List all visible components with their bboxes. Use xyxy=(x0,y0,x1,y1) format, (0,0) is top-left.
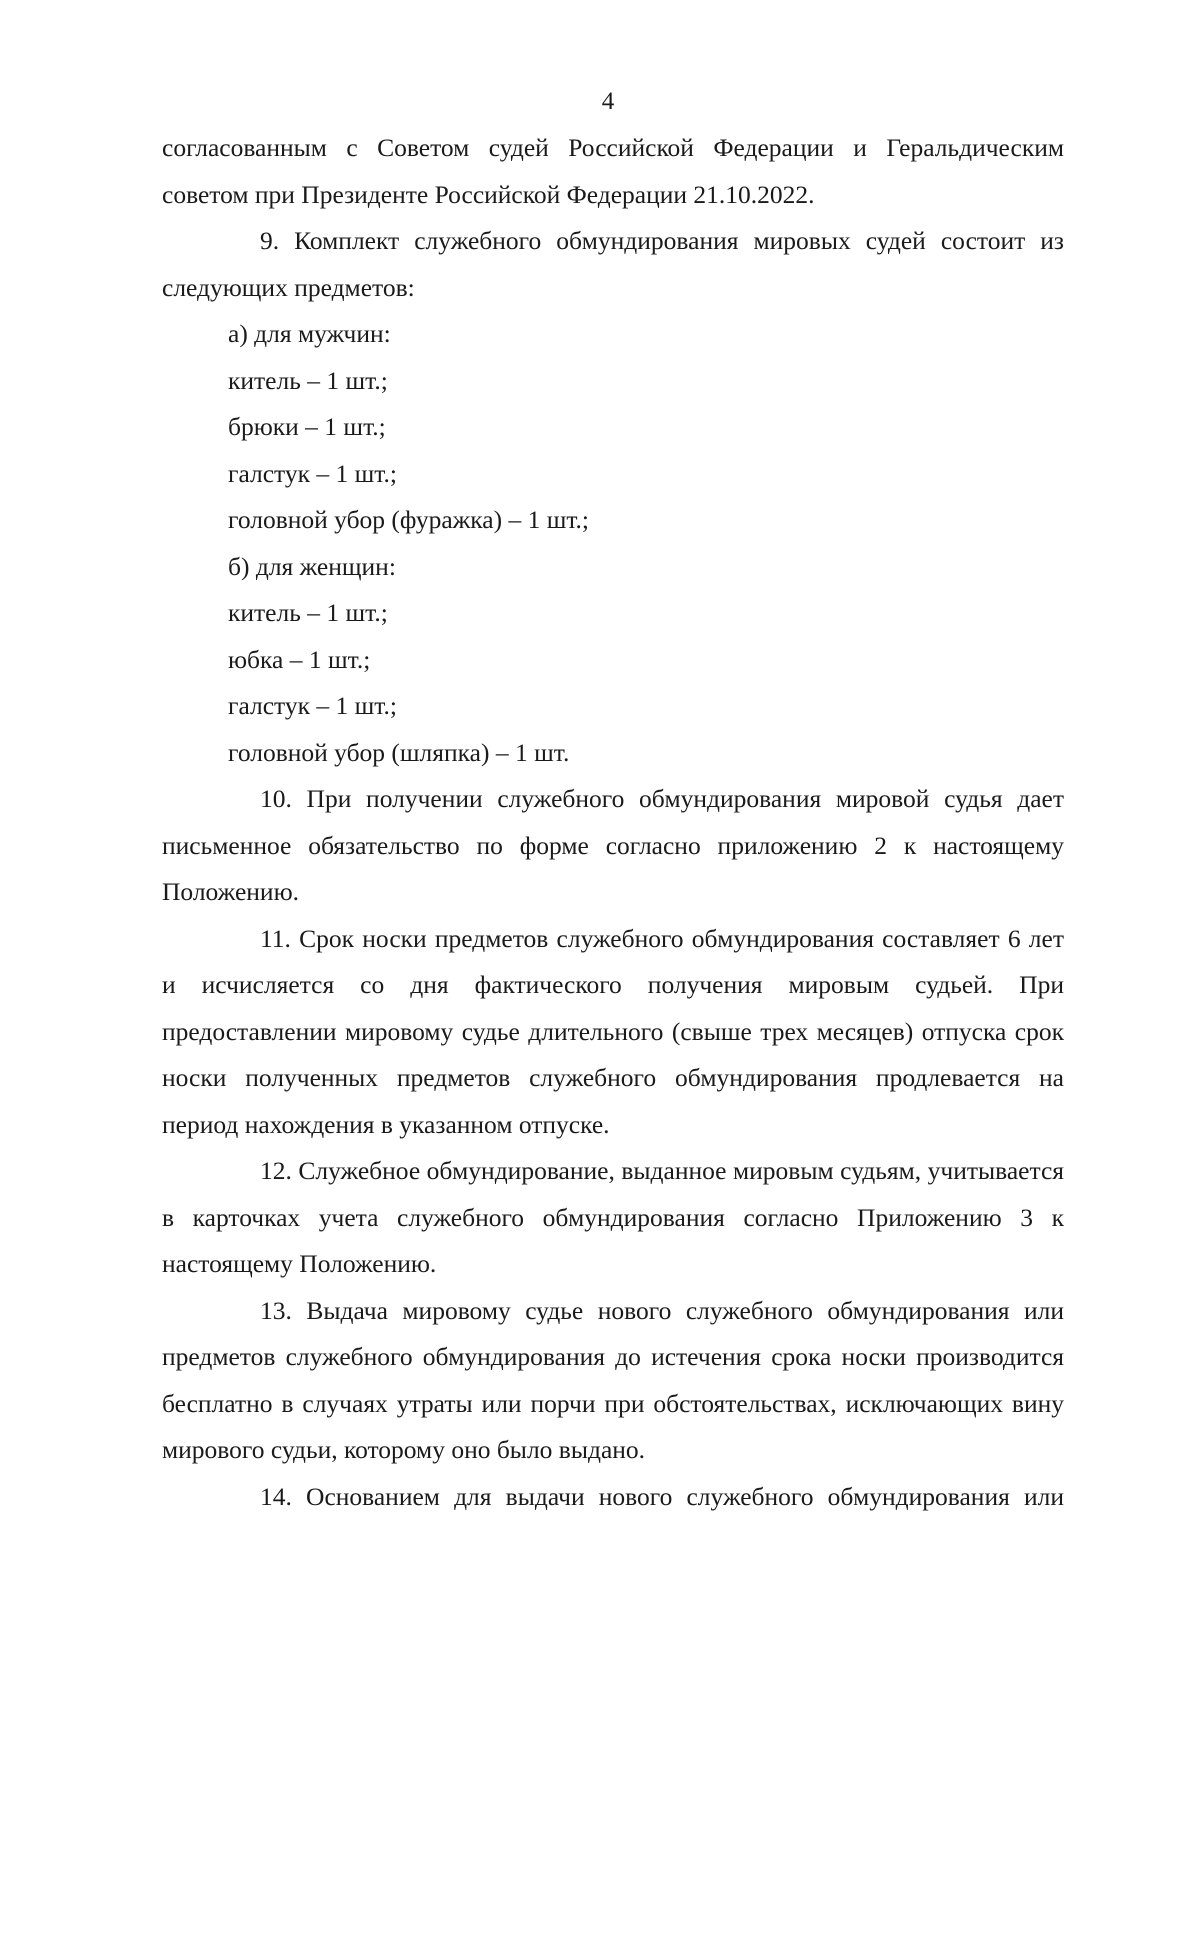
list-item: галстук – 1 шт.; xyxy=(228,458,397,488)
list-item: китель – 1 шт.; xyxy=(228,598,388,627)
paragraph-11: 11. Срок носки предметов служебного обмундирования составляет 6 лет и исчисляется со дня фактического получения мировым судьей. При предоставлении мировому судье длительного (свыше трех месяцев) отпуска срок носки полученных предметов служебного обмундирования продлевается на период нахождения в указанном отпуске. xyxy=(162,923,1064,1139)
paragraph-continuation: согласованным с Советом судей Российской Федерации и Геральдическим советом при Президенте Российской Федерации 21.10.2022. xyxy=(162,133,1064,209)
page-number: 4 xyxy=(601,88,615,115)
paragraph-12: 12. Служебное обмундирование, выданное мировым судьям, учитывается в карточках учета служебного обмундирования согласно Приложению 3 к настоящему Положению. xyxy=(162,1156,1064,1278)
document-body xyxy=(162,125,1064,1520)
paragraph-13: 13. Выдача мировому судье нового служебного обмундирования или предметов служебного обмундирования до истечения срока носки производится бесплатно в случаях утраты или порчи при обстоятельствах, исключающих вину мирового судьи, которому оно было выдано. xyxy=(162,1295,1064,1464)
list-item: головной убор (фуражка) – 1 шт.; xyxy=(228,505,590,534)
paragraph-14: 14. Основанием для выдачи нового служебного обмундирования или xyxy=(260,1481,1064,1511)
list-header-women: б) для женщин: xyxy=(228,551,396,581)
list-item: брюки – 1 шт.; xyxy=(228,412,386,441)
list-item: галстук – 1 шт.; xyxy=(228,691,397,720)
list-item: китель – 1 шт.; xyxy=(228,365,388,395)
list-item: юбка – 1 шт.; xyxy=(228,644,371,674)
paragraph-9: 9. Комплект служебного обмундирования мировых судей состоит из следующих предметов: xyxy=(162,226,1064,302)
paragraph-10: 10. При получении служебного обмундирования мировой судья дает письменное обязательство по форме согласно приложению 2 к настоящему Положению. xyxy=(162,784,1064,906)
list-header-men: а) для мужчин: xyxy=(228,319,391,348)
list-item: головной убор (шляпка) – 1 шт. xyxy=(228,737,570,767)
